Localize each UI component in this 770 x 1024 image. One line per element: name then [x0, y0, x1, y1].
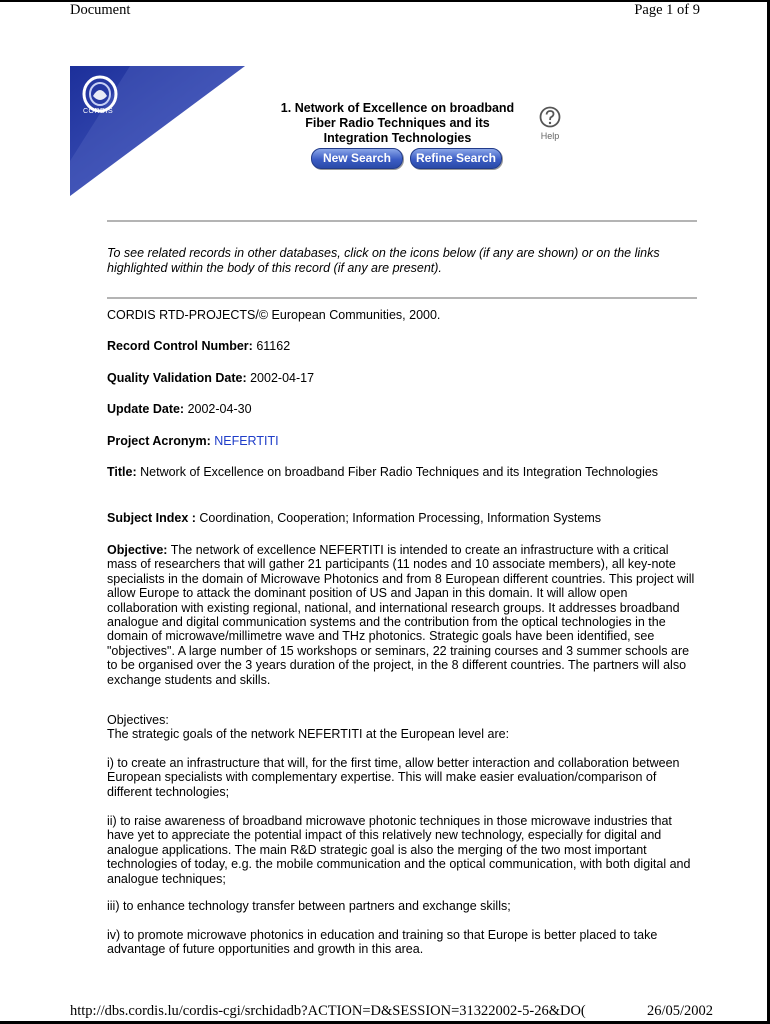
quality-validation-date [107, 371, 699, 385]
document-label: Document [70, 2, 131, 18]
objective-item: i) to create an infrastructure that will, for the first time, allow better interaction and collaboration between European specialists with complementary expertise. This will make easier evaluation/comparison of different technologies; [107, 756, 680, 799]
record-control-number [107, 339, 699, 353]
help-button[interactable] [537, 106, 563, 141]
page-url: http://dbs.cordis.lu/cordis-cgi/srchidadb?ACTION=D&SESSION=31322002-5-26&DO( [70, 1003, 586, 1019]
record-heading [265, 101, 530, 146]
field-value: 2002-04-30 [187, 402, 252, 416]
source-line: CORDIS RTD-PROJECTS/© European Communities, 2000. [107, 308, 441, 322]
field-value: Network of Excellence on broadband Fiber Radio Techniques and its Integration Technologies [140, 465, 659, 479]
cordis-logo-text: CORDIS [83, 108, 114, 115]
record-heading-line: Fiber Radio Techniques and its [305, 116, 490, 130]
field-label: Quality Validation Date: [107, 371, 247, 385]
field-value: 2002-04-17 [250, 371, 315, 385]
help-label: Help [540, 131, 560, 141]
objectives-section [107, 713, 699, 742]
record-heading-line: Integration Technologies [323, 131, 472, 145]
field-value: 61162 [256, 339, 291, 353]
field-value: Coordination, Cooperation; Information Processing, Information Systems [199, 511, 601, 525]
new-search-button[interactable]: New Search [311, 148, 403, 169]
project-title [107, 465, 699, 479]
subject-index [107, 511, 699, 525]
field-label: Subject Index : [107, 511, 196, 525]
update-date [107, 402, 699, 416]
field-label: Record Control Number: [107, 339, 253, 353]
objectives-lead: The strategic goals of the network NEFERTITI at the European level are: [107, 727, 510, 742]
print-footer [70, 1003, 714, 1020]
objectives-heading: Objectives: [107, 713, 169, 727]
objective [107, 543, 699, 687]
field-label: Update Date: [107, 402, 185, 416]
field-label: Objective: [107, 543, 168, 557]
field-label: Title: [107, 465, 137, 479]
refine-search-button[interactable]: Refine Search [410, 148, 502, 169]
intro-text: To see related records in other databases, click on the icons below (if any are shown) or on the links highlighted within the body of this record (if any are present). [107, 246, 660, 275]
help-icon [539, 106, 561, 128]
cordis-banner [70, 66, 245, 196]
objective-item: iii) to enhance technology transfer between partners and exchange skills; [107, 899, 511, 913]
divider [107, 220, 697, 222]
acronym-link[interactable]: NEFERTITI [214, 434, 279, 448]
objective-item: iv) to promote microwave photonics in education and training so that Europe is better placed to take advantage of future opportunities and growth in this area. [107, 928, 658, 957]
divider [107, 297, 697, 299]
print-date: 26/05/2002 [647, 1003, 714, 1019]
field-label: Project Acronym: [107, 434, 211, 448]
objective-item: ii) to raise awareness of broadband microwave photonic techniques in those microwave industries that have yet to appreciate the potential impact of this relatively new technology, especially for digital and analogue applications. The main R&D strategic goal is also the merging of the two most important technologies of today, e.g. the mobile communication and the optical communication, with both digital and analogue techniques; [107, 814, 691, 886]
project-acronym [107, 434, 699, 448]
page-number: Page 1 of 9 [634, 2, 700, 18]
field-value: The network of excellence NEFERTITI is intended to create an infrastructure with a critical mass of researchers that will gather 21 participants (11 nodes and 10 associate members), all key-note specialists in the domain of Microwave Photonics and from 8 European different countries. This project will allow Europe to attack the dominant position of US and Japan in this domain. It will allow open collaboration with existing regional, national, and international research groups. It addresses broadband analogue and digital communication systems and the contribution from the optical technologies in the domain of microwave/millimetre wave and THz photonics. Strategic goals have been identified, see "objectives". A large number of 15 workshops or seminars, 22 training courses and 3 summer schools are to be organised over the 3 years duration of the project, in the 8 different countries. The partners will also exchange students and skills. [107, 543, 695, 687]
record-heading-line: 1. Network of Excellence on broadband [280, 101, 515, 115]
